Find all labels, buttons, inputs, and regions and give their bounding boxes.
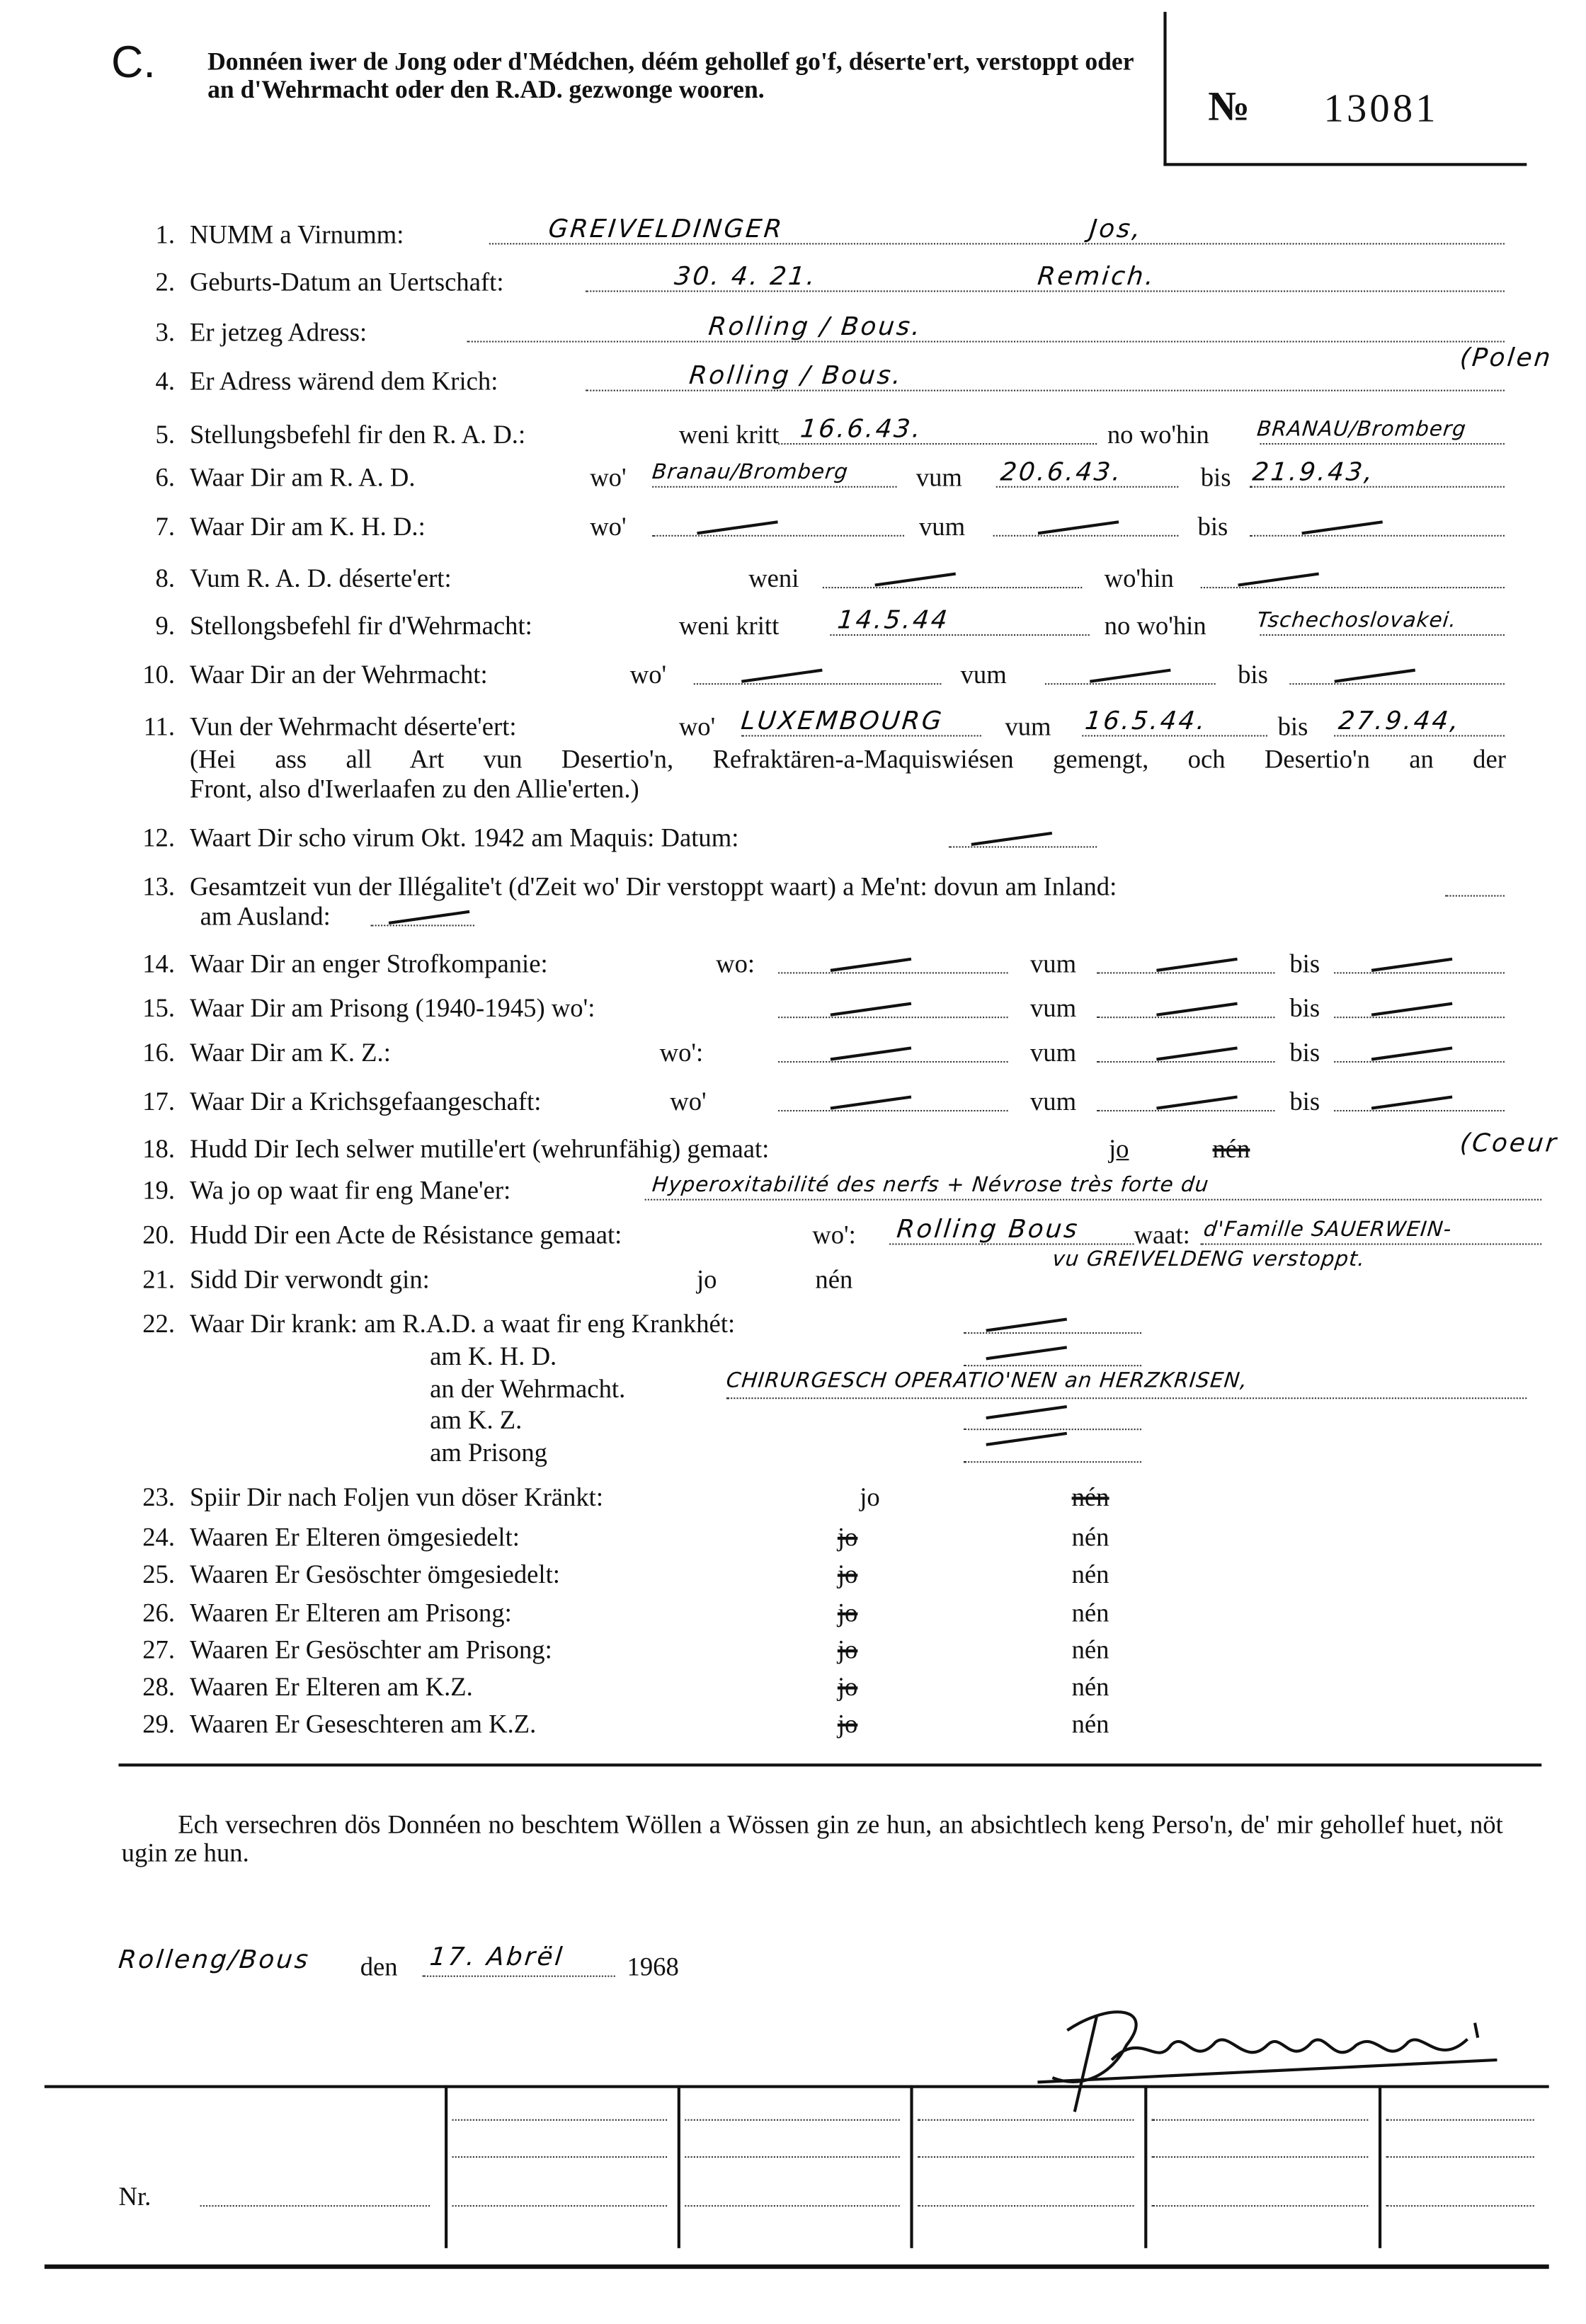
footer-cell-field[interactable] <box>1152 2205 1369 2206</box>
footer-cell-field[interactable] <box>1386 2156 1534 2158</box>
blank-dash-mark <box>986 1405 1067 1419</box>
option-jo[interactable]: jo <box>837 1522 858 1552</box>
row-label: Er jetzeg Adress: <box>189 317 367 347</box>
blank-dash-mark <box>1238 572 1319 586</box>
option-jo[interactable]: jo <box>837 1708 858 1739</box>
field-label: bis <box>1289 1086 1320 1116</box>
answer-field[interactable] <box>1334 972 1505 973</box>
field-label: no wo'hin <box>1104 610 1206 641</box>
handwritten-answer[interactable]: Hyperoxitabilité des nerfs + Névrose très forte du <box>651 1174 1211 1198</box>
handwritten-answer[interactable]: Remich. <box>1036 262 1158 292</box>
blank-dash-mark <box>1156 958 1238 972</box>
row-note: Front, also d'Iwerlaafen zu den Allie'erten.) <box>189 773 639 803</box>
row-number: 4. <box>155 366 176 396</box>
field-label: bis <box>1277 711 1308 741</box>
footer-cell-field[interactable] <box>452 2119 668 2121</box>
handwritten-answer[interactable]: d'Famille SAUERWEIN- <box>1202 1218 1454 1242</box>
footer-bottom-rule <box>45 2265 1549 2269</box>
answer-field[interactable] <box>1334 1017 1505 1018</box>
field-label: vum <box>915 462 962 493</box>
handwritten-answer[interactable]: 27.9.44, <box>1337 706 1462 737</box>
field-label: wo' <box>629 659 667 689</box>
footer-cell-field[interactable] <box>1152 2119 1369 2121</box>
field-label: wo': <box>659 1037 704 1067</box>
option-nen[interactable]: nén <box>1071 1482 1109 1512</box>
answer-field[interactable] <box>1097 1017 1274 1018</box>
answer-field[interactable] <box>993 535 1179 537</box>
handwritten-answer[interactable]: Jos, <box>1088 214 1144 245</box>
option-jo[interactable]: jo <box>860 1482 880 1512</box>
blank-dash-mark <box>1090 669 1171 683</box>
answer-field[interactable] <box>370 925 474 926</box>
row-number: 25. <box>142 1559 176 1589</box>
field-label: weni kritt <box>678 419 780 450</box>
row-label: Vun der Wehrmacht déserte'ert: <box>189 711 517 741</box>
option-nen[interactable]: nén <box>1071 1597 1109 1627</box>
row-label: Er Adress wärend dem Krich: <box>189 366 498 396</box>
blank-dash-mark <box>697 520 778 534</box>
row-number: 28. <box>142 1671 176 1702</box>
answer-field[interactable] <box>467 341 1504 343</box>
row-number: 9. <box>155 610 176 641</box>
footer-cell-field[interactable] <box>685 2156 900 2158</box>
blank-dash-mark <box>831 1046 912 1060</box>
section-letter: C. <box>111 38 156 88</box>
row-label: Hudd Dir een Acte de Résistance gemaat: <box>189 1219 622 1249</box>
row-number: 20. <box>142 1219 176 1249</box>
option-jo[interactable]: jo <box>1108 1133 1129 1164</box>
answer-field[interactable] <box>1289 683 1505 685</box>
header-divider <box>1163 12 1166 166</box>
field-label: no wo'hin <box>1107 419 1209 450</box>
row-label: Waaren Er Elteren am Prisong: <box>189 1597 512 1627</box>
field-label: wo': <box>812 1219 856 1249</box>
row-label: Hudd Dir Iech selwer mutille'ert (wehrunfähig) gemaat: <box>189 1133 770 1164</box>
row-label: NUMM a Virnumm: <box>189 219 404 249</box>
row-number: 12. <box>142 822 176 852</box>
sub-label: am Prisong <box>430 1437 548 1467</box>
handwritten-answer[interactable]: 30. 4. 21. <box>673 262 818 292</box>
answer-field[interactable] <box>1334 1110 1505 1111</box>
row-label: Waaren Er Gesöschter am Prisong: <box>189 1635 552 1665</box>
row-number: 5. <box>155 419 176 450</box>
row-note: (Hei ass all Art vun Desertio'n, Refraktären-a-Maquiswiésen gemengt, och Desertio'n an der <box>189 743 1506 774</box>
option-jo[interactable]: jo <box>837 1671 858 1702</box>
footer-nr-label: Nr. <box>118 2181 152 2211</box>
footer-cell-field[interactable] <box>1386 2205 1534 2206</box>
blank-dash-mark <box>986 1346 1067 1360</box>
handwritten-answer[interactable]: (Polen <box>1458 343 1554 374</box>
handwritten-answer[interactable]: (Coeur <box>1458 1129 1560 1160</box>
footer-col-divider <box>1144 2085 1146 2248</box>
option-nen[interactable]: nén <box>1071 1635 1109 1665</box>
blank-dash-mark <box>986 1318 1067 1332</box>
blank-dash-mark <box>971 832 1053 846</box>
answer-field[interactable] <box>726 1397 1527 1399</box>
footer-cell-field[interactable] <box>918 2205 1134 2206</box>
row-number: 13. <box>142 871 176 901</box>
row-label: Waar Dir am Prisong (1940-1945) wo': <box>189 992 595 1023</box>
field-label: vum <box>918 511 966 542</box>
option-jo[interactable]: jo <box>837 1635 858 1665</box>
signature-date: 17. Abrël <box>428 1942 566 1973</box>
row-number: 22. <box>142 1308 176 1339</box>
row-label: Waar Dir am K. H. D.: <box>189 511 426 542</box>
field-label: bis <box>1200 462 1231 493</box>
row-label: Gesamtzeit vun der Illégalite't (d'Zeit wo' Dir verstoppt waart) a Me'nt: dovun am Inland: <box>189 871 1117 901</box>
answer-field[interactable] <box>1097 1061 1274 1063</box>
option-jo[interactable]: jo <box>837 1597 858 1627</box>
option-jo[interactable]: jo <box>696 1264 717 1294</box>
row-number: 14. <box>142 948 176 978</box>
blank-dash-mark <box>831 958 912 972</box>
field-label: wo' <box>590 511 627 542</box>
sub-label: an der Wehrmacht. <box>430 1373 626 1404</box>
blank-dash-mark <box>1156 1095 1238 1109</box>
answer-field[interactable] <box>778 972 1008 973</box>
blank-dash-mark <box>831 1095 912 1109</box>
answer-field[interactable] <box>778 1061 1008 1063</box>
number-symbol: № <box>1208 84 1250 131</box>
row-number: 2. <box>155 266 176 297</box>
handwritten-answer[interactable]: 14.5.44 <box>835 606 951 636</box>
signature-year: 1968 <box>627 1952 679 1982</box>
signature-place: Rolleng/Bous <box>117 1945 312 1976</box>
row-label: Waar Dir a Krichsgefaangeschaft: <box>189 1086 542 1116</box>
field-label: am Ausland: <box>200 900 331 931</box>
header-rule <box>1163 163 1527 166</box>
field-label: vum <box>1029 948 1077 978</box>
field-label: vum <box>1029 1037 1077 1067</box>
footer-table-top <box>45 2085 1549 2088</box>
answer-field[interactable] <box>964 1461 1141 1462</box>
answer-field[interactable] <box>778 1110 1008 1111</box>
row-number: 16. <box>142 1037 176 1067</box>
answer-field[interactable] <box>1201 587 1505 588</box>
date-dots <box>423 1976 615 1977</box>
row-number: 18. <box>142 1133 176 1164</box>
answer-field[interactable] <box>1445 895 1505 896</box>
footer-col-divider <box>678 2085 680 2248</box>
field-label: vum <box>960 659 1007 689</box>
handwritten-answer[interactable]: Rolling / Bous. <box>707 312 924 343</box>
section-divider <box>118 1763 1541 1765</box>
handwritten-answer[interactable]: GREIVELDINGER <box>547 214 785 245</box>
row-label: Geburts-Datum an Uertschaft: <box>189 266 504 297</box>
row-label: Waar Dir am K. Z.: <box>189 1037 391 1067</box>
blank-dash-mark <box>1156 1046 1238 1060</box>
option-jo[interactable]: jo <box>837 1559 858 1589</box>
field-label: wo' <box>678 711 716 741</box>
blank-dash-mark <box>1334 669 1415 683</box>
footer-cell-field[interactable] <box>452 2156 668 2158</box>
row-number: 26. <box>142 1597 176 1627</box>
field-label: wo'hin <box>1104 563 1174 593</box>
row-label: Spiir Dir nach Foljen vun döser Kränkt: <box>189 1482 604 1512</box>
blank-dash-mark <box>1371 958 1453 972</box>
row-number: 24. <box>142 1522 176 1552</box>
row-label: Waaren Er Elteren am K.Z. <box>189 1671 473 1702</box>
footer-cell-field[interactable] <box>918 2156 1134 2158</box>
den-label: den <box>360 1952 398 1982</box>
row-number: 15. <box>142 992 176 1023</box>
field-label: weni kritt <box>678 610 780 641</box>
handwritten-answer[interactable]: Tschechoslovakei. <box>1255 609 1459 633</box>
footer-col-divider <box>910 2085 912 2248</box>
answer-field[interactable] <box>1097 1110 1274 1111</box>
row-number: 10. <box>142 659 176 689</box>
answer-field[interactable] <box>652 535 904 537</box>
row-label: Waaren Er Elteren ömgesiedelt: <box>189 1522 520 1552</box>
row-number: 6. <box>155 462 176 493</box>
footer-cell-field[interactable] <box>1386 2119 1534 2121</box>
row-label: Waaren Er Gesöschter ömgesiedelt: <box>189 1559 560 1589</box>
row-number: 29. <box>142 1708 176 1739</box>
row-number: 11. <box>143 711 176 741</box>
answer-field[interactable] <box>823 587 1082 588</box>
handwritten-answer[interactable]: CHIRURGESCH OPERATIO'NEN an HERZKRISEN, <box>725 1369 1249 1393</box>
row-label: Wa jo op waat fir eng Mane'er: <box>189 1175 511 1206</box>
field-label: bis <box>1289 992 1320 1023</box>
handwritten-answer[interactable]: Branau/Bromberg <box>651 461 850 485</box>
answer-field[interactable] <box>778 1017 1008 1018</box>
blank-dash-mark <box>874 572 956 586</box>
row-label: Waar Dir krank: am R.A.D. a waat fir eng Krankhét: <box>189 1308 736 1339</box>
field-label: wo: <box>716 948 755 978</box>
row-label: Sidd Dir verwondt gin: <box>189 1264 430 1294</box>
field-label: bis <box>1197 511 1228 542</box>
row-number: 17. <box>142 1086 176 1116</box>
answer-field[interactable] <box>964 1429 1141 1430</box>
footer-cell-field[interactable] <box>452 2205 668 2206</box>
handwritten-answer[interactable]: BRANAU/Bromberg <box>1255 418 1468 442</box>
field-label: bis <box>1289 948 1320 978</box>
row-number: 1. <box>155 219 176 249</box>
row-label: Vum R. A. D. déserte'ert: <box>189 563 452 593</box>
row-label: Waar Dir am R. A. D. <box>189 462 416 493</box>
field-label: wo' <box>670 1086 707 1116</box>
handwritten-answer[interactable]: 16.6.43. <box>799 415 924 445</box>
handwritten-answer[interactable]: Rolling Bous <box>895 1215 1081 1245</box>
blank-dash-mark <box>1301 520 1383 534</box>
form-number: 13081 <box>1323 86 1439 131</box>
header-text: Donnéen iwer de Jong oder d'Médchen, déém gehollef go'f, déserte'ert, verstoppt oder an d'Wehrmacht oder den R.AD. gezwonge wooren. <box>207 47 1134 104</box>
option-nen[interactable]: nén <box>1071 1671 1109 1702</box>
answer-field[interactable] <box>964 1332 1141 1334</box>
row-number: 8. <box>155 563 176 593</box>
field-label: wo' <box>590 462 627 493</box>
handwritten-answer[interactable]: LUXEMBOURG <box>739 706 945 737</box>
field-label: vum <box>1005 711 1051 741</box>
footer-cell-field[interactable] <box>685 2119 900 2121</box>
blank-dash-mark <box>1156 1002 1238 1017</box>
sub-label: am K. H. D. <box>430 1341 557 1371</box>
option-nen[interactable]: nén <box>1212 1133 1250 1164</box>
row-label: Waar Dir an enger Strofkompanie: <box>189 948 548 978</box>
answer-field[interactable] <box>1045 683 1216 685</box>
handwritten-answer[interactable]: Rolling / Bous. <box>688 361 905 391</box>
option-nen[interactable]: nén <box>1071 1522 1109 1552</box>
row-number: 19. <box>142 1175 176 1206</box>
answer-field[interactable] <box>1097 972 1274 973</box>
footer-cell-field[interactable] <box>685 2205 900 2206</box>
row-label: Stellungsbefehl fir den R. A. D.: <box>189 419 526 450</box>
row-number: 27. <box>142 1635 176 1665</box>
footer-col-divider <box>1379 2085 1381 2248</box>
blank-dash-mark <box>831 1002 912 1017</box>
field-label: waat: <box>1134 1219 1190 1249</box>
row-label: Waart Dir scho virum Okt. 1942 am Maquis: Datum: <box>189 822 739 852</box>
handwritten-answer[interactable]: 21.9.43, <box>1250 457 1376 488</box>
handwritten-answer[interactable]: 16.5.44. <box>1083 706 1209 737</box>
row-label: Stellongsbefehl fir d'Wehrmacht: <box>189 610 532 641</box>
option-nen[interactable]: nén <box>1071 1559 1109 1589</box>
field-label: bis <box>1238 659 1268 689</box>
handwritten-answer[interactable]: vu GREIVELDENG verstoppt. <box>1051 1247 1367 1272</box>
blank-dash-mark <box>1371 1046 1453 1060</box>
field-label: bis <box>1289 1037 1320 1067</box>
handwritten-answer[interactable]: 20.6.43. <box>998 457 1124 488</box>
field-label: vum <box>1029 1086 1077 1116</box>
row-label: Waaren Er Geseschteren am K.Z. <box>189 1708 537 1739</box>
option-nen[interactable]: nén <box>815 1264 853 1294</box>
answer-field[interactable] <box>694 683 942 685</box>
field-label: vum <box>1029 992 1077 1023</box>
answer-field[interactable] <box>949 846 1097 847</box>
answer-field[interactable] <box>1334 1061 1505 1063</box>
field-label: weni <box>748 563 799 593</box>
blank-dash-mark <box>1371 1002 1453 1017</box>
blank-dash-mark <box>389 910 470 925</box>
row-number: 3. <box>155 317 176 347</box>
option-nen[interactable]: nén <box>1071 1708 1109 1739</box>
footer-cell-field[interactable] <box>918 2119 1134 2121</box>
footer-nr-field[interactable] <box>200 2205 430 2206</box>
answer-field[interactable] <box>1250 535 1505 537</box>
row-number: 21. <box>142 1264 176 1294</box>
row-label: Waar Dir an der Wehrmacht: <box>189 659 488 689</box>
row-number: 7. <box>155 511 176 542</box>
sub-label: am K. Z. <box>430 1404 523 1435</box>
footer-col-divider <box>445 2085 447 2248</box>
blank-dash-mark <box>741 669 823 683</box>
blank-dash-mark <box>986 1432 1067 1446</box>
footer-cell-field[interactable] <box>1152 2156 1369 2158</box>
declaration-text: Ech versechren dös Donnéen no beschtem Wöllen a Wössen gin ze hun, an absichtlech keng Perso'n, de' mir gehollef huet, nöt ugin ze hun. <box>121 1809 1503 1867</box>
blank-dash-mark <box>1038 520 1119 534</box>
row-number: 23. <box>142 1482 176 1512</box>
signature-image <box>1023 1986 1527 2119</box>
blank-dash-mark <box>1371 1095 1453 1109</box>
